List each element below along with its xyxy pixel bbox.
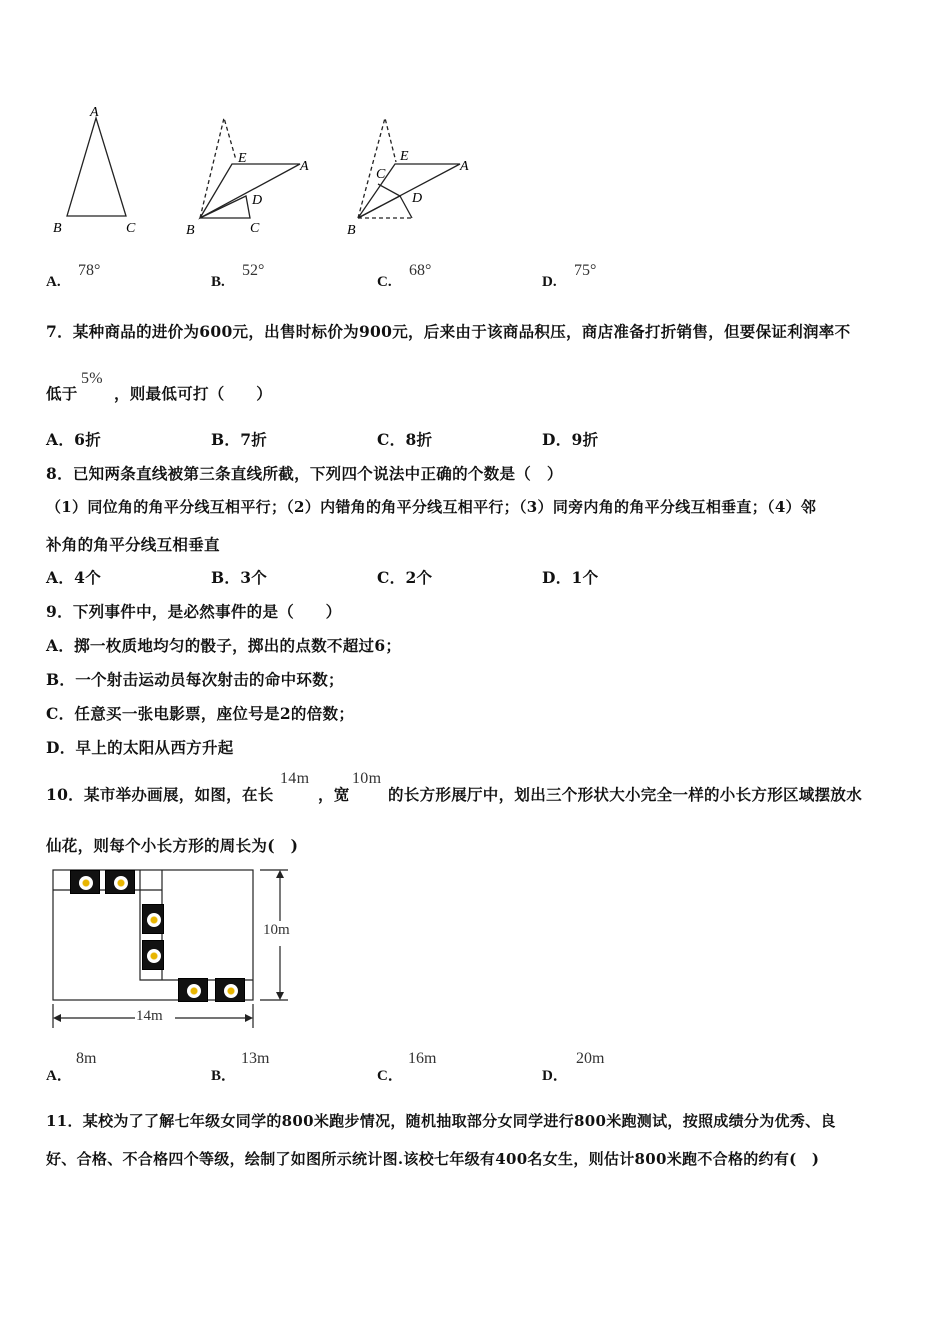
q10-height-label: 10m xyxy=(263,922,290,938)
flower-icon xyxy=(142,940,164,970)
q8-statements-line1: （1）同位角的角平分线互相平行；（2）内错角的角平分线互相平行；（3）同旁内角的角平分线互相垂直；（4）邻 xyxy=(46,498,817,516)
q7-math-percent: 5% xyxy=(81,370,103,387)
q6-options xyxy=(46,262,666,292)
q10-stem-line1 xyxy=(46,770,926,804)
q10-option-a-value: 8m xyxy=(76,1050,97,1067)
q10-option-b-value: 13m xyxy=(241,1050,270,1067)
q10-option-c-value: 16m xyxy=(408,1050,437,1067)
q10-option-a-letter: A． xyxy=(46,1068,72,1084)
q10-math-length: 14m xyxy=(280,770,310,787)
q8-statements-line2: 补角的角平分线互相垂直 xyxy=(46,535,220,554)
fig3-label-c: C xyxy=(376,167,386,182)
q11-stem-line1: 11．某校为了了解七年级女同学的800米跑步情况，随机抽取部分女同学进行800米跑测试，按照成绩分为优秀、良 xyxy=(46,1112,836,1130)
fig1-label-b: B xyxy=(53,221,62,236)
q6-option-b-letter: B. xyxy=(211,274,225,290)
q7-option-d-letter: D． xyxy=(542,430,572,449)
q7-option-a-value: 6折 xyxy=(74,430,102,449)
folded-triangle-figure-2 xyxy=(200,118,300,218)
q10-option-c-letter: C． xyxy=(377,1068,403,1084)
q8-option-b-value: 3个 xyxy=(240,568,268,587)
fig3-label-a: A xyxy=(460,159,469,174)
q7-option-c-letter: C． xyxy=(377,430,406,449)
q7-stem-line1: 7．某种商品的进价为600元，出售时标价为900元，后来由于该商品积压，商店准备打折销售，但要保证利润率不 xyxy=(46,322,851,341)
q10-text-seg3: 的长方形展厅中，划出三个形状大小完全一样的小长方形区域摆放水 xyxy=(388,785,863,804)
q11-stem-line2: 好、合格、不合格四个等级，绘制了如图所示统计图.该校七年级有400名女生，则估计800米跑不合格的约有( ) xyxy=(46,1150,820,1168)
q7-option-b-value: 7折 xyxy=(240,430,268,449)
triangle-figure-1 xyxy=(67,118,126,216)
q10-text-seg1: 10．某市举办画展，如图，在长 xyxy=(46,785,274,804)
fig1-label-c: C xyxy=(126,221,136,236)
q10-math-width: 10m xyxy=(352,770,382,787)
q10-option-b-letter: B． xyxy=(211,1068,237,1084)
fig2-label-c: C xyxy=(250,221,260,236)
q9-option-a: A．掷一枚质地均匀的骰子，掷出的点数不超过6； xyxy=(46,636,402,655)
q6-option-c-letter: C. xyxy=(377,274,392,290)
q6-option-a-letter: A. xyxy=(46,274,61,290)
q8-option-b-letter: B． xyxy=(211,568,241,587)
fig2-label-b: B xyxy=(186,223,195,238)
flower-icon xyxy=(142,904,164,934)
fig2-label-d: D xyxy=(252,193,263,208)
flower-icon xyxy=(178,978,208,1002)
q6-option-c-value: 68° xyxy=(409,262,432,279)
q7-text-post: ，则最低可打（ ） xyxy=(114,384,273,403)
q7-options xyxy=(46,428,666,448)
q9-option-b: B．一个射击运动员每次射击的命中环数； xyxy=(46,670,344,689)
q6-option-a-value: 78° xyxy=(78,262,101,279)
fig3-label-b: B xyxy=(347,223,356,238)
q8-option-c-value: 2个 xyxy=(405,568,433,587)
fig3-label-d: D xyxy=(412,191,423,206)
q7-option-b-letter: B． xyxy=(211,430,241,449)
q7-option-d-value: 9折 xyxy=(571,430,599,449)
fig1-label-a: A xyxy=(90,105,99,120)
q10-stem-line2: 仙花，则每个小长方形的周长为( ) xyxy=(46,836,299,855)
q9-stem: 9．下列事件中，是必然事件的是（ ） xyxy=(46,602,342,621)
q7-option-c-value: 8折 xyxy=(405,430,433,449)
q8-stem: 8．已知两条直线被第三条直线所截，下列四个说法中正确的个数是（ ） xyxy=(46,464,563,483)
q6-option-b-value: 52° xyxy=(242,262,265,279)
q8-option-d-value: 1个 xyxy=(571,568,599,587)
q8-options xyxy=(46,566,666,586)
q9-option-c: C．任意买一张电影票，座位号是2的倍数； xyxy=(46,704,355,723)
q10-text-seg2: ，宽 xyxy=(318,785,350,804)
q8-option-a-letter: A． xyxy=(46,568,75,587)
q6-figures xyxy=(40,100,500,245)
q10-hall-figure xyxy=(50,866,310,1036)
q10-option-d-letter: D． xyxy=(542,1068,568,1084)
fig2-label-a: A xyxy=(300,159,309,174)
q8-option-c-letter: C． xyxy=(377,568,406,587)
fig3-label-e: E xyxy=(400,149,409,164)
fig2-label-e: E xyxy=(238,151,247,166)
flower-icon xyxy=(70,870,100,894)
q8-option-a-value: 4个 xyxy=(74,568,102,587)
q7-text-pre: 低于 xyxy=(46,384,78,403)
q6-option-d-letter: D. xyxy=(542,274,557,290)
q7-option-a-letter: A． xyxy=(46,430,75,449)
q10-width-label: 14m xyxy=(136,1008,163,1024)
folded-triangle-figure-3 xyxy=(358,118,460,218)
q10-options xyxy=(46,1050,666,1084)
flower-icon xyxy=(215,978,245,1002)
q10-option-d-value: 20m xyxy=(576,1050,605,1067)
q9-option-d: D．早上的太阳从西方升起 xyxy=(46,738,234,757)
q6-option-d-value: 75° xyxy=(574,262,597,279)
flower-icon xyxy=(105,870,135,894)
q8-option-d-letter: D． xyxy=(542,568,572,587)
